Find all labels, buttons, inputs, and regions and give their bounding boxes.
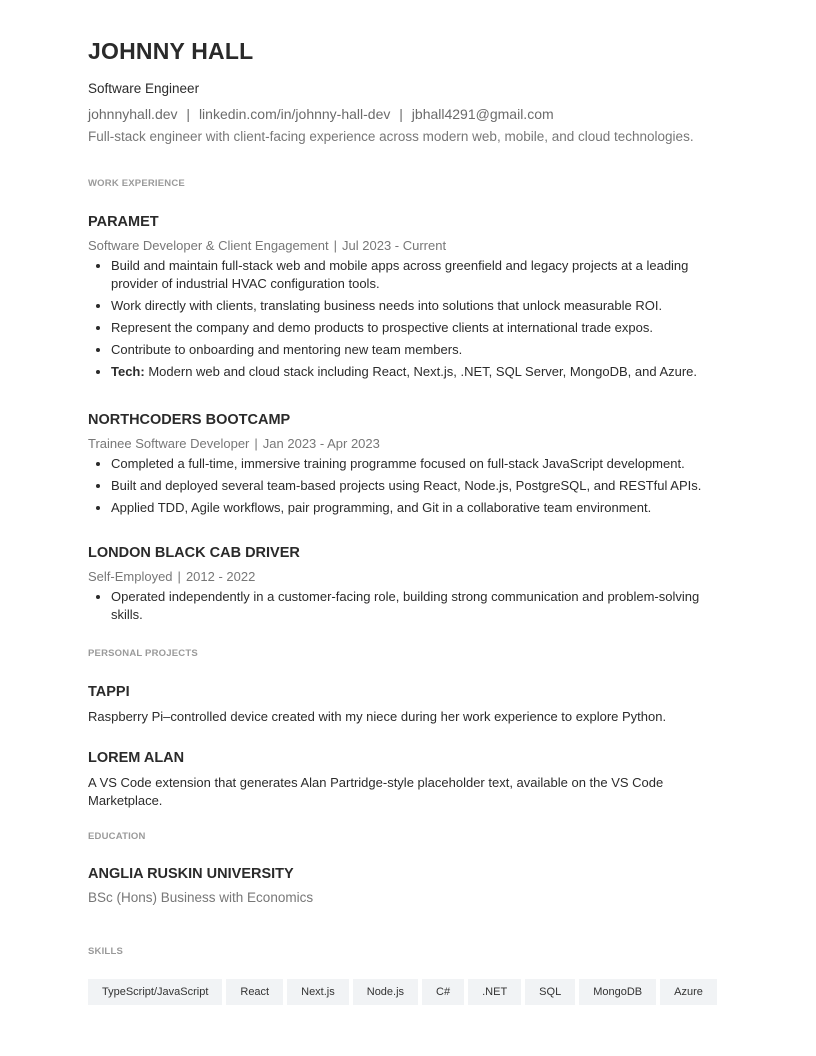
- job-black-cab: [88, 543, 728, 628]
- email-link[interactable]: jbhall4291@gmail.com: [411, 106, 554, 122]
- degree: BSc (Hons) Business with Economics: [88, 890, 314, 905]
- list-item: • Operated independently in a customer-facing role, building strong communication and problem-solving skills.: [111, 588, 728, 624]
- candidate-name: JOHNNY HALL: [88, 38, 254, 64]
- contact-separator: |: [399, 106, 403, 122]
- contact-separator: |: [186, 106, 191, 122]
- education-section: [88, 831, 728, 843]
- skill-chip: Azure: [660, 979, 717, 1005]
- list-item: • Built and deployed several team-based projects using React, Node.js, PostgreSQL, and RESTful APIs.: [111, 477, 728, 495]
- skill-chip: MongoDB: [579, 979, 656, 1005]
- job-dates: 2012 - 2022: [185, 569, 256, 584]
- skill-chip: Node.js: [353, 979, 418, 1005]
- skill-chip: .NET: [468, 979, 521, 1005]
- project-name: LOREM ALAN: [88, 750, 185, 766]
- project-lorem-alan: [88, 748, 728, 810]
- job-meta: [88, 237, 728, 255]
- list-item: • Represent the company and demo products to prospective clients at international trade expos.: [111, 319, 728, 337]
- job-bullets: [88, 257, 728, 381]
- job-northcoders: [88, 410, 728, 521]
- project-name: TAPPI: [88, 684, 130, 700]
- education-entry: [88, 864, 728, 907]
- skill-chip: TypeScript/JavaScript: [88, 979, 222, 1005]
- skill-chip: React: [226, 979, 283, 1005]
- meta-separator: |: [177, 569, 181, 584]
- project-description: Raspberry Pi–controlled device created with my niece during her work experience to explore Python.: [88, 709, 667, 724]
- job-position: Trainee Software Developer: [88, 436, 250, 451]
- skill-chip: C#: [422, 979, 464, 1005]
- skill-chip: Next.js: [287, 979, 349, 1005]
- projects-section: [88, 648, 728, 660]
- section-title-work: WORK EXPERIENCE: [88, 178, 185, 189]
- job-company: PARAMET: [88, 214, 159, 230]
- skills-section: [88, 946, 728, 958]
- tech-label: Tech:: [111, 364, 145, 379]
- tech-text: Modern web and cloud stack including React, Next.js, .NET, SQL Server, MongoDB, and Azure.: [148, 364, 698, 379]
- job-bullets: [88, 455, 728, 517]
- skill-chip: SQL: [525, 979, 575, 1005]
- section-title-skills: SKILLS: [88, 946, 123, 957]
- project-tappi: [88, 682, 728, 726]
- work-experience-section: [88, 178, 728, 190]
- job-bullets: [88, 588, 728, 624]
- skills-list: [88, 979, 728, 1005]
- job-meta: [88, 435, 728, 453]
- section-title-education: EDUCATION: [88, 831, 146, 842]
- linkedin-link[interactable]: linkedin.com/in/johnny-hall-dev: [198, 106, 391, 122]
- job-position: Software Developer & Client Engagement: [88, 238, 329, 253]
- website-link[interactable]: johnnyhall.dev: [88, 106, 178, 122]
- list-item: • Applied TDD, Agile workflows, pair programming, and Git in a collaborative team environment.: [111, 499, 728, 517]
- job-company: LONDON BLACK CAB DRIVER: [88, 545, 300, 561]
- resume: [88, 36, 728, 998]
- list-item: [111, 363, 728, 381]
- job-dates: Jul 2023 - Current: [342, 238, 447, 253]
- job-position: Self-Employed: [88, 569, 173, 584]
- job-dates: Jan 2023 - Apr 2023: [262, 436, 380, 451]
- project-description: A VS Code extension that generates Alan Partridge-style placeholder text, available on the VS Code Marketplace.: [88, 775, 664, 808]
- section-title-projects: PERSONAL PROJECTS: [88, 648, 198, 659]
- list-item: • Completed a full-time, immersive training programme focused on full-stack JavaScript development.: [111, 455, 728, 473]
- list-item: • Work directly with clients, translating business needs into solutions that unlock measurable ROI.: [111, 297, 728, 315]
- job-paramet: [88, 212, 728, 385]
- meta-separator: |: [333, 238, 338, 253]
- summary: Full-stack engineer with client-facing experience across modern web, mobile, and cloud technologies.: [88, 129, 694, 144]
- institution-name: ANGLIA RUSKIN UNIVERSITY: [88, 866, 294, 882]
- job-role: Software Engineer: [88, 81, 200, 96]
- list-item: • Contribute to onboarding and mentoring new team members.: [111, 341, 728, 359]
- job-company: NORTHCODERS BOOTCAMP: [88, 412, 291, 428]
- meta-separator: |: [254, 436, 258, 451]
- job-meta: [88, 568, 728, 586]
- list-item: • Build and maintain full-stack web and mobile apps across greenfield and legacy projects at a leading provider of industrial HVAC configuration tools.: [111, 257, 728, 293]
- contact-line: [88, 104, 728, 124]
